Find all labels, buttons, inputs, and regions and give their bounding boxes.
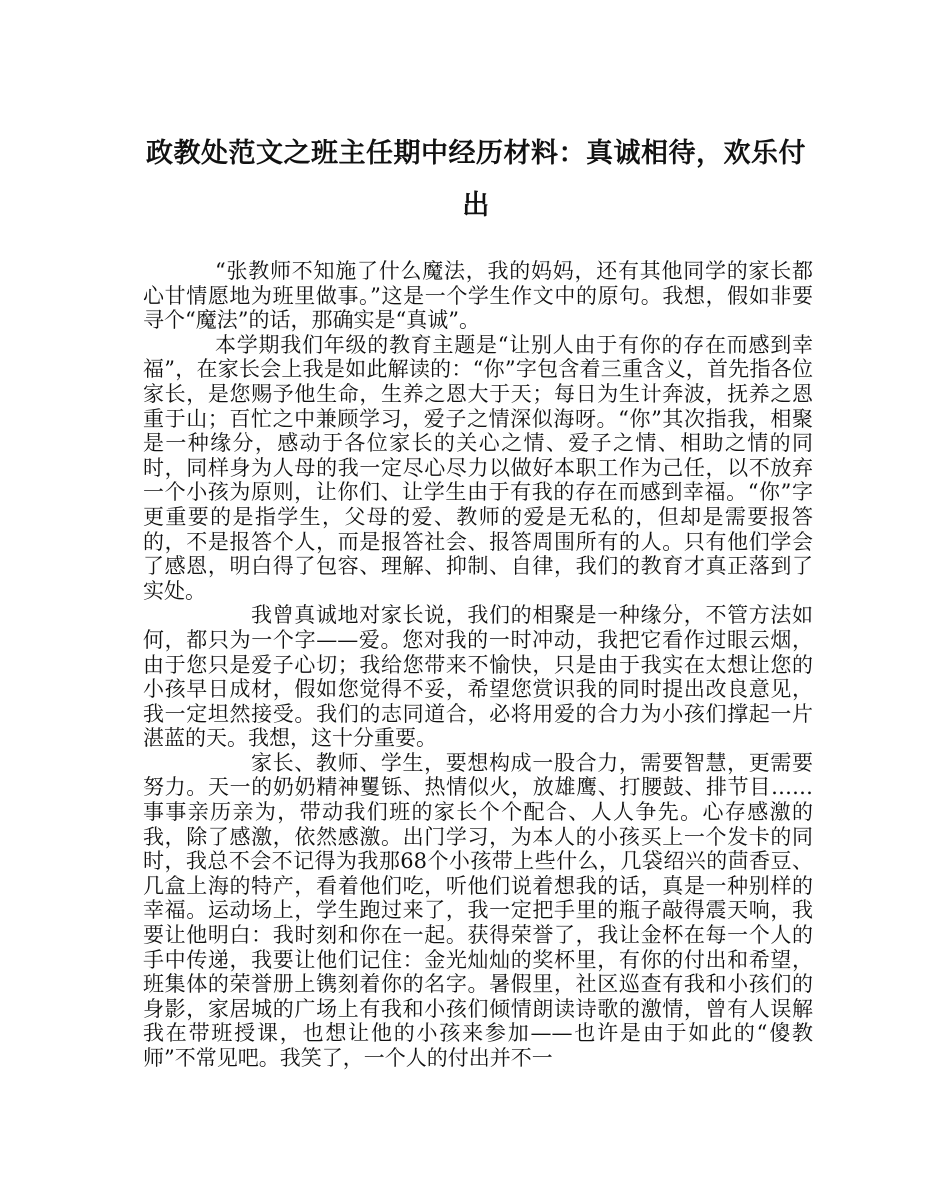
document-title: 政教处范文之班主任期中经历材料：真诚相待，欢乐付出 (146, 138, 806, 221)
document-body (143, 259, 813, 1071)
paragraph-2: 本学期我们年级的教育主题是“让别人由于有你的存在而感到幸福”，在家长会上我是如此解读的：“你”字包含着三重含义，首先指各位家长，是您赐予他生命，生养之恩大于天；每日为生计奔波，抚养之恩重于山；百忙之中兼顾学习，爱子之情深似海呀。“你”其次指我，相聚是一种缘分，感动于各位家长的关心之情、爱子之情、相助之情的同时，同样身为人母的我一定尽心尽力以做好本职工作为己任，以不放弃一个小孩为原则，让你们、让学生由于有我的存在而感到幸福。“你”字更重要的是指学生，父母的爱、教师的爱是无私的，但却是需要报答的，不是报答个人，而是报答社会、报答周围所有的人。只有他们学会了感恩，明白得了包容、理解、抑制、自律，我们的教育才真正落到了实处。 (143, 332, 813, 603)
paragraph-1: “张教师不知施了什么魔法，我的妈妈，还有其他同学的家长都心甘情愿地为班里做事。”这是一个学生作文中的原句。我想，假如非要寻个“魔法”的话，那确实是“真诚”。 (143, 259, 813, 333)
paragraph-3: 我曾真诚地对家长说，我们的相聚是一种缘分，不管方法如何，都只为一个字——爱。您对我的一时冲动，我把它看作过眼云烟，由于您只是爱子心切；我给您带来不愉快，只是由于我实在太想让您的小孩早日成材，假如您觉得不妥，希望您赏识我的同时提出改良意见，我一定坦然接受。我们的志同道合，必将用爱的合力为小孩们撑起一片湛蓝的天。我想，这十分重要。 (143, 603, 813, 751)
paragraph-4: 家长、教师、学生，要想构成一股合力，需要智慧，更需要努力。天一的奶奶精神矍铄、热情似火，放雄鹰、打腰鼓、排节目……事事亲历亲为，带动我们班的家长个个配合、人人争先。心存感激的我，除了感激，依然感激。出门学习，为本人的小孩买上一个发卡的同时，我总不会不记得为我那68个小孩带上些什么，几袋绍兴的茴香豆、几盒上海的特产，看着他们吃，听他们说着想我的话，真是一种别样的幸福。运动场上，学生跑过来了，我一定把手里的瓶子敲得震天响，我要让他明白：我时刻和你在一起。获得荣誉了，我让金杯在每一个人的手中传递，我要让他们记住：金光灿灿的奖杯里，有你的付出和希望，班集体的荣誉册上镌刻着你的名字。暑假里，社区巡查有我和小孩们的身影，家居城的广场上有我和小孩们倾情朗读诗歌的激情，曾有人误解我在带班授课，也想让他的小孩来参加——也许是由于如此的“傻教师”不常见吧。我笑了，一个人的付出并不一 (143, 750, 813, 1070)
